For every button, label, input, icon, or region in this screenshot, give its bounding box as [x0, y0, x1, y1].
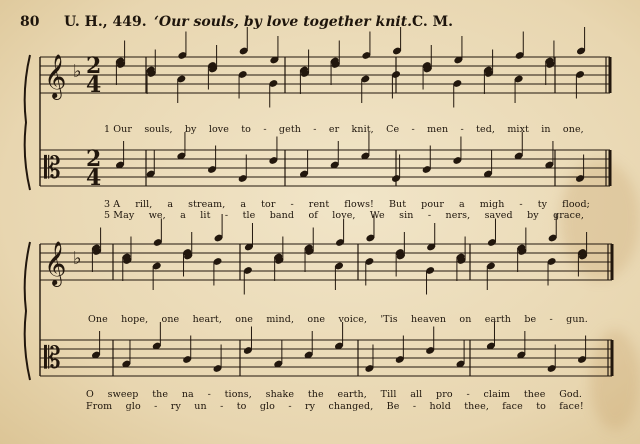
lyric-syllable: heaven [411, 314, 447, 325]
lyric-syllable: - [220, 401, 224, 412]
lyric-syllable: a [240, 199, 247, 210]
lyric-syllable: knit, [351, 124, 374, 135]
lyric-syllable: all [410, 389, 423, 400]
lyric-syllable: mind, [266, 314, 295, 325]
page-number: 80 [20, 14, 40, 30]
lyrics-system2-verse3 [86, 389, 582, 400]
lyric-syllable: glo [259, 401, 275, 412]
lyric-syllable: pro [436, 389, 453, 400]
lyric-syllable: We [369, 210, 385, 221]
lyric-syllable: O [86, 389, 94, 400]
lyric-syllable: sweep [107, 389, 139, 400]
lyric-syllable: er [328, 124, 340, 135]
lyric-syllable: we, [148, 210, 166, 221]
lyric-syllable: 1 Our [104, 124, 133, 135]
lyric-syllable: stream, [188, 199, 226, 210]
lyric-syllable: gun. [566, 314, 588, 325]
lyric-syllable: Till [380, 389, 397, 400]
hymn-meter: C. M. [412, 14, 454, 30]
lyric-syllable: rent [308, 199, 330, 210]
lyric-syllable: band [269, 210, 295, 221]
lyric-syllable: ry [170, 401, 181, 412]
lyric-syllable: a [459, 199, 465, 210]
lyric-syllable: a [167, 199, 174, 210]
lyric-syllable: flows! [344, 199, 374, 210]
lyric-syllable: shake [265, 389, 295, 400]
treble-clef-icon: 𝄞 [44, 54, 67, 98]
lyric-syllable: Be [386, 401, 400, 412]
lyric-syllable: geth [278, 124, 301, 135]
lyric-syllable: love [208, 124, 229, 135]
lyric-syllable: to [536, 401, 546, 412]
treble-clef-icon: 𝄞 [44, 241, 67, 285]
c-clef-icon: 𝄡 [44, 341, 61, 376]
lyric-syllable: to [241, 124, 252, 135]
time-signature-top: 2 [86, 146, 102, 172]
lyric-syllable: of [308, 210, 318, 221]
lyric-syllable: - [427, 210, 432, 221]
lyric-syllable: 3 A [104, 199, 121, 210]
lyric-syllable: - [460, 124, 464, 135]
lyric-syllable: - [207, 389, 211, 400]
lyric-syllable: ners, [445, 210, 471, 221]
lyric-syllable: glo [125, 401, 141, 412]
lyric-syllable: - [263, 124, 267, 135]
lyric-syllable: hold [429, 401, 451, 412]
lyric-syllable: hope, [121, 314, 149, 325]
lyric-syllable: by [527, 210, 539, 221]
c-clef-icon: 𝄡 [44, 151, 61, 186]
lyric-syllable: 'Tis [380, 314, 398, 325]
lyric-syllable: by [184, 124, 197, 135]
lyric-syllable: One [88, 314, 108, 325]
lyric-syllable: one [161, 314, 180, 325]
system-brace [25, 242, 30, 380]
lyric-syllable: face [502, 401, 523, 412]
hymn-title: ‘Our souls, by love together knit.’ [154, 14, 417, 30]
hymn-source: U. H., 449. [64, 14, 147, 30]
lyric-syllable: love, [332, 210, 356, 221]
lyric-syllable: grace, [553, 210, 584, 221]
lyric-syllable: un [194, 401, 207, 412]
flat-key-signature: ♭ [73, 61, 82, 82]
lyric-syllable: sin [399, 210, 414, 221]
lyric-syllable: one, [562, 124, 584, 135]
lyrics-system1-verse3 [104, 199, 590, 210]
lyric-syllable: na [181, 389, 194, 400]
lyric-syllable: - [411, 124, 415, 135]
lyric-syllable: ty [537, 199, 548, 210]
lyric-syllable: Ce [386, 124, 400, 135]
lyric-syllable: From [86, 401, 113, 412]
lyric-syllable: a [180, 210, 186, 221]
lyric-syllable: - [154, 401, 158, 412]
lyric-syllable: tor [261, 199, 276, 210]
lyric-syllable: face! [559, 401, 584, 412]
lyric-syllable: earth, [337, 389, 367, 400]
time-signature-top: 2 [86, 53, 102, 79]
lyrics-system2-verse5 [86, 401, 584, 412]
lyric-syllable: lit [200, 210, 211, 221]
lyric-syllable: tions, [224, 389, 252, 400]
lyric-syllable: the [152, 389, 169, 400]
lyric-syllable: thee, [464, 401, 489, 412]
lyric-syllable: one [235, 314, 254, 325]
lyric-syllable: 5 May [104, 210, 135, 221]
lyrics-system1-verse1 [104, 124, 584, 135]
system-brace [25, 55, 30, 190]
lyric-syllable: mixt [507, 124, 529, 135]
lyric-syllable: pour [421, 199, 445, 210]
lyric-syllable: - [519, 199, 523, 210]
lyric-syllable: - [412, 401, 417, 412]
lyric-syllable: to [236, 401, 247, 412]
lyric-syllable: voice, [338, 314, 368, 325]
lyric-syllable: rill, [135, 199, 153, 210]
lyric-syllable: - [288, 401, 292, 412]
lyric-syllable: heart, [192, 314, 222, 325]
lyric-syllable: ry [305, 401, 316, 412]
lyric-syllable: - [313, 124, 317, 135]
lyrics-system2-verse1 [88, 314, 588, 325]
lyric-syllable: - [290, 199, 294, 210]
lyric-syllable: tle [242, 210, 256, 221]
lyric-syllable: - [466, 389, 470, 400]
time-signature-bottom: 4 [86, 72, 102, 98]
lyric-syllable: ted, [476, 124, 496, 135]
lyric-syllable: changed, [328, 401, 374, 412]
lyric-syllable: flood; [562, 199, 590, 210]
lyric-syllable: the [307, 389, 324, 400]
lyric-syllable: thee [523, 389, 546, 400]
lyric-syllable: - [549, 314, 553, 325]
lyric-syllable: earth [484, 314, 512, 325]
flat-key-signature: ♭ [73, 248, 82, 269]
lyric-syllable: migh [479, 199, 505, 210]
lyric-syllable: God. [559, 389, 582, 400]
lyric-syllable: claim [483, 389, 511, 400]
lyric-syllable: saved [484, 210, 513, 221]
lyrics-system1-verse5 [104, 210, 584, 221]
lyric-syllable: on [459, 314, 472, 325]
lyric-syllable: be [524, 314, 537, 325]
lyric-syllable: souls, [144, 124, 173, 135]
lyric-syllable: men [427, 124, 449, 135]
lyric-syllable: - [224, 210, 229, 221]
lyric-syllable: in [541, 124, 551, 135]
lyric-syllable: one [307, 314, 326, 325]
lyric-syllable: But [388, 199, 407, 210]
time-signature-bottom: 4 [86, 165, 102, 191]
